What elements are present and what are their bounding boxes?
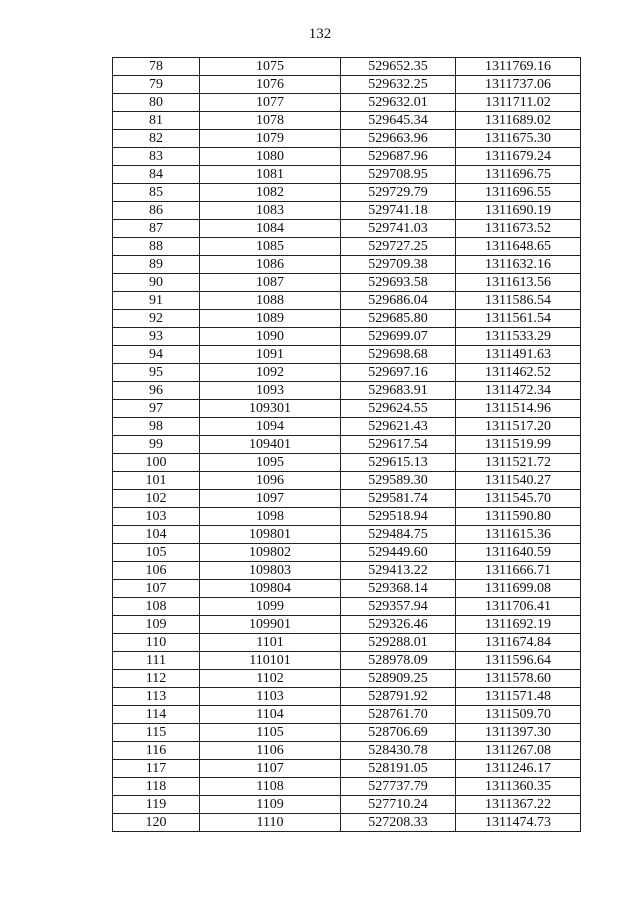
x-coordinate-cell: 529357.94 xyxy=(341,598,456,616)
point-id-cell: 1101 xyxy=(200,634,341,652)
point-id-cell: 1095 xyxy=(200,454,341,472)
x-coordinate-cell: 529449.60 xyxy=(341,544,456,562)
x-coordinate-cell: 528761.70 xyxy=(341,706,456,724)
point-id-cell: 1082 xyxy=(200,184,341,202)
point-id-cell: 109901 xyxy=(200,616,341,634)
row-index-cell: 116 xyxy=(113,742,200,760)
y-coordinate-cell: 1311696.55 xyxy=(456,184,581,202)
point-id-cell: 109401 xyxy=(200,436,341,454)
point-id-cell: 1102 xyxy=(200,670,341,688)
y-coordinate-cell: 1311674.84 xyxy=(456,634,581,652)
y-coordinate-cell: 1311367.22 xyxy=(456,796,581,814)
table-row xyxy=(113,778,581,796)
row-index-cell: 94 xyxy=(113,346,200,364)
y-coordinate-cell: 1311561.54 xyxy=(456,310,581,328)
table-row xyxy=(113,274,581,292)
point-id-cell: 1097 xyxy=(200,490,341,508)
y-coordinate-cell: 1311517.20 xyxy=(456,418,581,436)
table-row xyxy=(113,742,581,760)
x-coordinate-cell: 529624.55 xyxy=(341,400,456,418)
table-row xyxy=(113,670,581,688)
row-index-cell: 95 xyxy=(113,364,200,382)
y-coordinate-cell: 1311571.48 xyxy=(456,688,581,706)
x-coordinate-cell: 529693.58 xyxy=(341,274,456,292)
row-index-cell: 89 xyxy=(113,256,200,274)
y-coordinate-cell: 1311586.54 xyxy=(456,292,581,310)
y-coordinate-cell: 1311615.36 xyxy=(456,526,581,544)
y-coordinate-cell: 1311472.34 xyxy=(456,382,581,400)
x-coordinate-cell: 529632.01 xyxy=(341,94,456,112)
point-id-cell: 1092 xyxy=(200,364,341,382)
table-row xyxy=(113,688,581,706)
x-coordinate-cell: 529687.96 xyxy=(341,148,456,166)
coordinates-table-body xyxy=(113,58,581,832)
table-row xyxy=(113,220,581,238)
point-id-cell: 1107 xyxy=(200,760,341,778)
point-id-cell: 1083 xyxy=(200,202,341,220)
point-id-cell: 1087 xyxy=(200,274,341,292)
x-coordinate-cell: 529589.30 xyxy=(341,472,456,490)
y-coordinate-cell: 1311514.96 xyxy=(456,400,581,418)
table-row xyxy=(113,814,581,832)
row-index-cell: 79 xyxy=(113,76,200,94)
y-coordinate-cell: 1311519.99 xyxy=(456,436,581,454)
point-id-cell: 1094 xyxy=(200,418,341,436)
y-coordinate-cell: 1311397.30 xyxy=(456,724,581,742)
coordinates-table xyxy=(112,57,581,832)
x-coordinate-cell: 529741.18 xyxy=(341,202,456,220)
point-id-cell: 1080 xyxy=(200,148,341,166)
row-index-cell: 108 xyxy=(113,598,200,616)
point-id-cell: 110101 xyxy=(200,652,341,670)
table-row xyxy=(113,580,581,598)
point-id-cell: 1110 xyxy=(200,814,341,832)
row-index-cell: 98 xyxy=(113,418,200,436)
x-coordinate-cell: 529617.54 xyxy=(341,436,456,454)
table-row xyxy=(113,130,581,148)
table-row xyxy=(113,76,581,94)
x-coordinate-cell: 529729.79 xyxy=(341,184,456,202)
row-index-cell: 102 xyxy=(113,490,200,508)
table-row xyxy=(113,310,581,328)
table-row xyxy=(113,760,581,778)
row-index-cell: 91 xyxy=(113,292,200,310)
point-id-cell: 1090 xyxy=(200,328,341,346)
x-coordinate-cell: 529697.16 xyxy=(341,364,456,382)
row-index-cell: 111 xyxy=(113,652,200,670)
row-index-cell: 83 xyxy=(113,148,200,166)
y-coordinate-cell: 1311675.30 xyxy=(456,130,581,148)
point-id-cell: 1078 xyxy=(200,112,341,130)
point-id-cell: 1089 xyxy=(200,310,341,328)
row-index-cell: 92 xyxy=(113,310,200,328)
x-coordinate-cell: 529326.46 xyxy=(341,616,456,634)
row-index-cell: 93 xyxy=(113,328,200,346)
point-id-cell: 1075 xyxy=(200,58,341,76)
point-id-cell: 1093 xyxy=(200,382,341,400)
table-row xyxy=(113,382,581,400)
x-coordinate-cell: 529741.03 xyxy=(341,220,456,238)
table-row xyxy=(113,58,581,76)
y-coordinate-cell: 1311666.71 xyxy=(456,562,581,580)
y-coordinate-cell: 1311578.60 xyxy=(456,670,581,688)
table-row xyxy=(113,562,581,580)
point-id-cell: 1108 xyxy=(200,778,341,796)
point-id-cell: 1076 xyxy=(200,76,341,94)
point-id-cell: 109803 xyxy=(200,562,341,580)
table-row xyxy=(113,616,581,634)
y-coordinate-cell: 1311267.08 xyxy=(456,742,581,760)
row-index-cell: 90 xyxy=(113,274,200,292)
row-index-cell: 106 xyxy=(113,562,200,580)
point-id-cell: 1098 xyxy=(200,508,341,526)
row-index-cell: 109 xyxy=(113,616,200,634)
x-coordinate-cell: 529518.94 xyxy=(341,508,456,526)
y-coordinate-cell: 1311632.16 xyxy=(456,256,581,274)
row-index-cell: 113 xyxy=(113,688,200,706)
table-row xyxy=(113,400,581,418)
x-coordinate-cell: 528978.09 xyxy=(341,652,456,670)
x-coordinate-cell: 529685.80 xyxy=(341,310,456,328)
table-row xyxy=(113,184,581,202)
x-coordinate-cell: 529645.34 xyxy=(341,112,456,130)
row-index-cell: 120 xyxy=(113,814,200,832)
y-coordinate-cell: 1311648.65 xyxy=(456,238,581,256)
row-index-cell: 105 xyxy=(113,544,200,562)
x-coordinate-cell: 529484.75 xyxy=(341,526,456,544)
y-coordinate-cell: 1311491.63 xyxy=(456,346,581,364)
point-id-cell: 1096 xyxy=(200,472,341,490)
point-id-cell: 109802 xyxy=(200,544,341,562)
x-coordinate-cell: 529699.07 xyxy=(341,328,456,346)
row-index-cell: 85 xyxy=(113,184,200,202)
x-coordinate-cell: 529652.35 xyxy=(341,58,456,76)
point-id-cell: 1077 xyxy=(200,94,341,112)
row-index-cell: 100 xyxy=(113,454,200,472)
table-row xyxy=(113,508,581,526)
x-coordinate-cell: 527710.24 xyxy=(341,796,456,814)
y-coordinate-cell: 1311540.27 xyxy=(456,472,581,490)
y-coordinate-cell: 1311696.75 xyxy=(456,166,581,184)
row-index-cell: 110 xyxy=(113,634,200,652)
row-index-cell: 112 xyxy=(113,670,200,688)
table-row xyxy=(113,418,581,436)
y-coordinate-cell: 1311509.70 xyxy=(456,706,581,724)
row-index-cell: 96 xyxy=(113,382,200,400)
y-coordinate-cell: 1311699.08 xyxy=(456,580,581,598)
y-coordinate-cell: 1311769.16 xyxy=(456,58,581,76)
point-id-cell: 1084 xyxy=(200,220,341,238)
y-coordinate-cell: 1311521.72 xyxy=(456,454,581,472)
point-id-cell: 1086 xyxy=(200,256,341,274)
table-row xyxy=(113,256,581,274)
y-coordinate-cell: 1311690.19 xyxy=(456,202,581,220)
x-coordinate-cell: 529663.96 xyxy=(341,130,456,148)
table-row xyxy=(113,454,581,472)
point-id-cell: 1088 xyxy=(200,292,341,310)
x-coordinate-cell: 528791.92 xyxy=(341,688,456,706)
table-row xyxy=(113,796,581,814)
point-id-cell: 1081 xyxy=(200,166,341,184)
x-coordinate-cell: 529683.91 xyxy=(341,382,456,400)
point-id-cell: 1085 xyxy=(200,238,341,256)
y-coordinate-cell: 1311689.02 xyxy=(456,112,581,130)
point-id-cell: 1091 xyxy=(200,346,341,364)
x-coordinate-cell: 528909.25 xyxy=(341,670,456,688)
x-coordinate-cell: 529698.68 xyxy=(341,346,456,364)
point-id-cell: 1105 xyxy=(200,724,341,742)
y-coordinate-cell: 1311462.52 xyxy=(456,364,581,382)
y-coordinate-cell: 1311590.80 xyxy=(456,508,581,526)
x-coordinate-cell: 529615.13 xyxy=(341,454,456,472)
row-index-cell: 101 xyxy=(113,472,200,490)
table-row xyxy=(113,436,581,454)
row-index-cell: 82 xyxy=(113,130,200,148)
y-coordinate-cell: 1311673.52 xyxy=(456,220,581,238)
y-coordinate-cell: 1311640.59 xyxy=(456,544,581,562)
table-row xyxy=(113,328,581,346)
row-index-cell: 86 xyxy=(113,202,200,220)
y-coordinate-cell: 1311596.64 xyxy=(456,652,581,670)
table-row xyxy=(113,472,581,490)
table-row xyxy=(113,112,581,130)
table-row xyxy=(113,526,581,544)
x-coordinate-cell: 529288.01 xyxy=(341,634,456,652)
table-row xyxy=(113,346,581,364)
point-id-cell: 1103 xyxy=(200,688,341,706)
table-row xyxy=(113,364,581,382)
table-row xyxy=(113,544,581,562)
point-id-cell: 109301 xyxy=(200,400,341,418)
y-coordinate-cell: 1311711.02 xyxy=(456,94,581,112)
point-id-cell: 109801 xyxy=(200,526,341,544)
x-coordinate-cell: 528430.78 xyxy=(341,742,456,760)
y-coordinate-cell: 1311474.73 xyxy=(456,814,581,832)
table-row xyxy=(113,166,581,184)
row-index-cell: 78 xyxy=(113,58,200,76)
y-coordinate-cell: 1311545.70 xyxy=(456,490,581,508)
y-coordinate-cell: 1311706.41 xyxy=(456,598,581,616)
point-id-cell: 1109 xyxy=(200,796,341,814)
y-coordinate-cell: 1311533.29 xyxy=(456,328,581,346)
x-coordinate-cell: 529581.74 xyxy=(341,490,456,508)
row-index-cell: 80 xyxy=(113,94,200,112)
y-coordinate-cell: 1311679.24 xyxy=(456,148,581,166)
table-row xyxy=(113,148,581,166)
x-coordinate-cell: 529686.04 xyxy=(341,292,456,310)
y-coordinate-cell: 1311613.56 xyxy=(456,274,581,292)
row-index-cell: 87 xyxy=(113,220,200,238)
x-coordinate-cell: 529621.43 xyxy=(341,418,456,436)
row-index-cell: 115 xyxy=(113,724,200,742)
table-row xyxy=(113,634,581,652)
y-coordinate-cell: 1311692.19 xyxy=(456,616,581,634)
x-coordinate-cell: 527208.33 xyxy=(341,814,456,832)
x-coordinate-cell: 529632.25 xyxy=(341,76,456,94)
page-number: 132 xyxy=(308,26,332,42)
y-coordinate-cell: 1311246.17 xyxy=(456,760,581,778)
table-row xyxy=(113,292,581,310)
table-row xyxy=(113,238,581,256)
x-coordinate-cell: 529413.22 xyxy=(341,562,456,580)
table-row xyxy=(113,706,581,724)
row-index-cell: 84 xyxy=(113,166,200,184)
x-coordinate-cell: 528191.05 xyxy=(341,760,456,778)
x-coordinate-cell: 529709.38 xyxy=(341,256,456,274)
table-row xyxy=(113,94,581,112)
point-id-cell: 1079 xyxy=(200,130,341,148)
y-coordinate-cell: 1311360.35 xyxy=(456,778,581,796)
x-coordinate-cell: 529708.95 xyxy=(341,166,456,184)
row-index-cell: 104 xyxy=(113,526,200,544)
point-id-cell: 109804 xyxy=(200,580,341,598)
row-index-cell: 118 xyxy=(113,778,200,796)
table-row xyxy=(113,202,581,220)
row-index-cell: 119 xyxy=(113,796,200,814)
table-row xyxy=(113,724,581,742)
x-coordinate-cell: 529727.25 xyxy=(341,238,456,256)
row-index-cell: 107 xyxy=(113,580,200,598)
row-index-cell: 81 xyxy=(113,112,200,130)
row-index-cell: 97 xyxy=(113,400,200,418)
row-index-cell: 99 xyxy=(113,436,200,454)
y-coordinate-cell: 1311737.06 xyxy=(456,76,581,94)
row-index-cell: 117 xyxy=(113,760,200,778)
table-row xyxy=(113,652,581,670)
point-id-cell: 1104 xyxy=(200,706,341,724)
point-id-cell: 1106 xyxy=(200,742,341,760)
table-row xyxy=(113,490,581,508)
x-coordinate-cell: 529368.14 xyxy=(341,580,456,598)
x-coordinate-cell: 527737.79 xyxy=(341,778,456,796)
row-index-cell: 88 xyxy=(113,238,200,256)
table-row xyxy=(113,598,581,616)
point-id-cell: 1099 xyxy=(200,598,341,616)
row-index-cell: 103 xyxy=(113,508,200,526)
row-index-cell: 114 xyxy=(113,706,200,724)
x-coordinate-cell: 528706.69 xyxy=(341,724,456,742)
